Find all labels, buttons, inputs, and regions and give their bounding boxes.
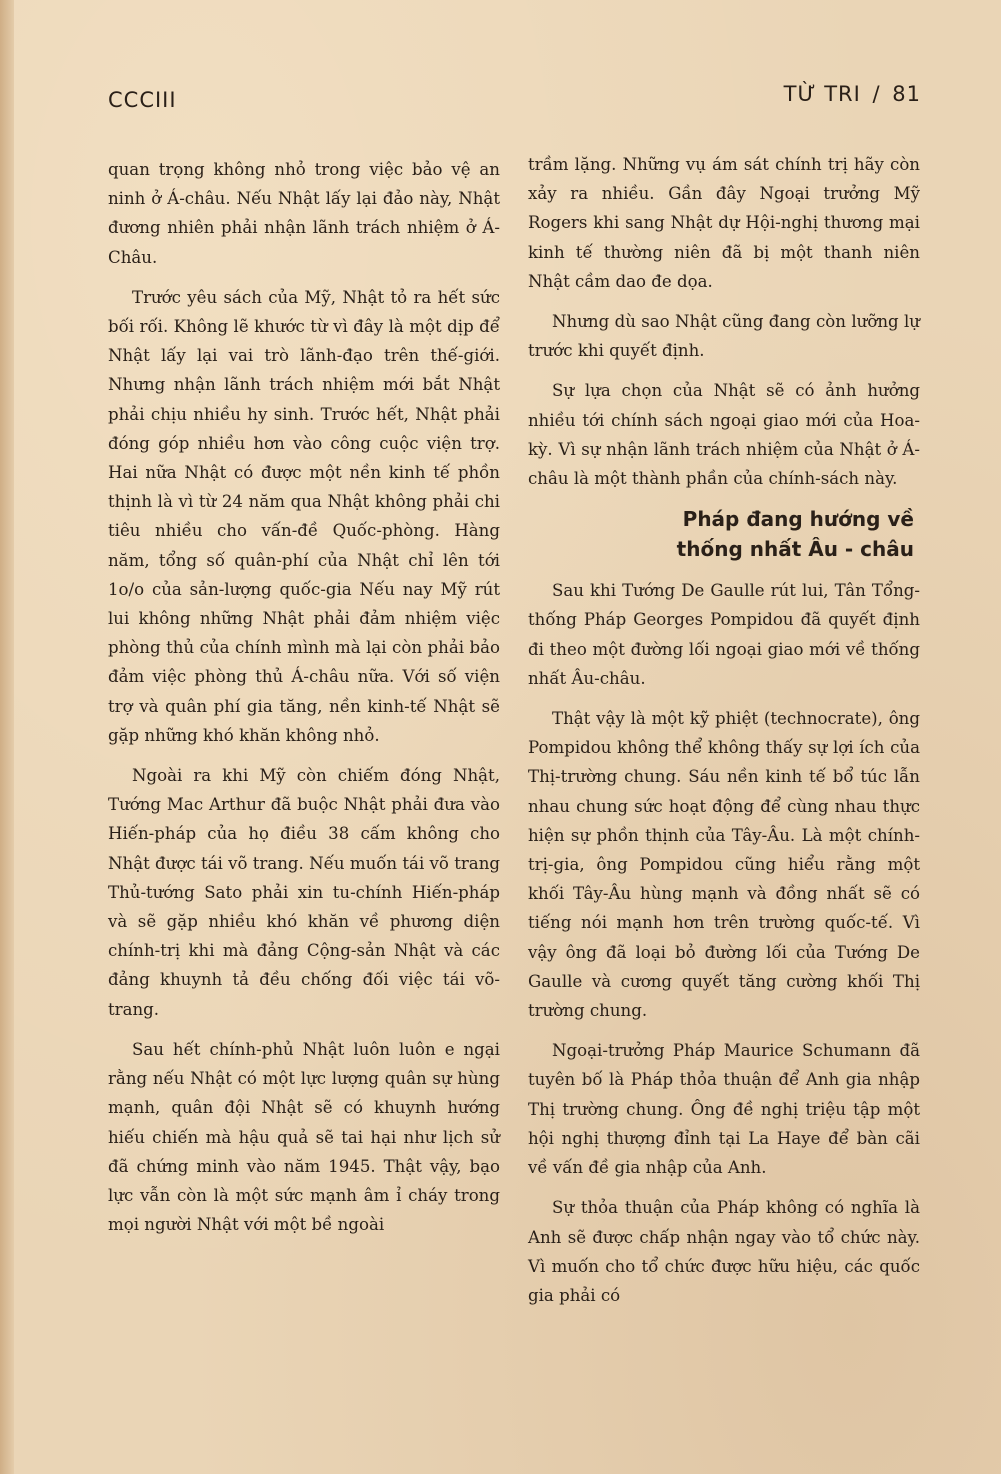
section-heading-line: Pháp đang hướng về <box>682 507 914 532</box>
paragraph: Ngoài ra khi Mỹ còn chiếm đóng Nhật, Tướng Mac Arthur đã buộc Nhật phải đưa vào Hiến-pháp của họ điều 38 cấm không cho Nhật được tái võ trang. Nếu muốn tái võ trang Thủ-tướng Sato phải xin tu-chính Hiến-pháp và sẽ gặp nhiều khó khăn về phương diện chính-trị khi mà đảng Cộng-sản Nhật và các đảng khuynh tả đều chống đối việc tái võ-trang. <box>108 766 500 1019</box>
paragraph: Ngoại-trưởng Pháp Maurice Schumann đã tuyên bố là Pháp thỏa thuận để Anh gia nhập Thị trường chung. Ông đề nghị triệu tập một hội nghị thượng đỉnh tại La Haye để bàn cãi về vấn đề gia nhập của Anh. <box>528 1041 920 1178</box>
right-column <box>528 150 920 1321</box>
running-title-text: TỪ TRI <box>783 82 861 106</box>
paragraph: Sau khi Tướng De Gaulle rút lui, Tân Tổng-thống Pháp Georges Pompidou đã quyết định đi theo một đường lối ngoại giao mới về thống nhất Âu-châu. <box>528 581 920 688</box>
header-separator: / <box>872 82 881 106</box>
paragraph: Sau hết chính-phủ Nhật luôn luôn e ngại rằng nếu Nhật có một lực lượng quân sự hùng mạnh, quân đội Nhật sẽ có khuynh hướng hiếu chiến mà hậu quả sẽ tai hại như lịch sử đã chứng minh vào năm 1945. Thật vậy, bạo lực vẫn còn là một sức mạnh âm ỉ cháy trong mọi người Nhật với một bề ngoài <box>108 1039 500 1235</box>
section-heading <box>528 504 920 564</box>
paragraph: trầm lặng. Những vụ ám sát chính trị hãy còn xảy ra nhiều. Gần đây Ngoại trưởng Mỹ Rogers khi sang Nhật dự Hội-nghị thương mại kinh tế thường niên đã bị một thanh niên Nhật cầm dao đe dọa. <box>528 155 920 291</box>
section-heading-line: thống nhất Âu - châu <box>676 537 914 562</box>
issue-number: CCCIII <box>108 88 177 112</box>
page-number: 81 <box>892 82 921 106</box>
paragraph: quan trọng không nhỏ trong việc bảo vệ an ninh ở Á-châu. Nếu Nhật lấy lại đảo này, Nhật đương nhiên phải nhận lãnh trách nhiệm ở Á-Châu. <box>108 160 500 267</box>
paragraph: Sự lựa chọn của Nhật sẽ có ảnh hưởng nhiều tới chính sách ngoại giao mới của Hoa-kỳ. Vì sự nhận lãnh trách nhiệm của Nhật ở Á-châu là một thành phần của chính-sách này. <box>528 381 920 489</box>
paragraph: Trước yêu sách của Mỹ, Nhật tỏ ra hết sức bối rối. Không lẽ khước từ vì đây là một dịp để Nhật lấy lại vai trò lãnh-đạo trên thế-giới. Nhưng nhận lãnh trách nhiệm mới bắt Nhật phải chịu nhiều hy sinh. Trước hết, Nhật phải đóng góp nhiều hơn vào công cuộc viện trợ. Hai nữa Nhật có được một nền kinh tế phồn thịnh là vì từ 24 năm qua Nhật không phải chi tiêu nhiều cho vấn-đề Quốc-phòng. Hàng năm, tổng số quân-phí của Nhật chỉ lên tới 1o/o của sản-lượng quốc-gia Nếu nay Mỹ rút lui không những Nhật phải đảm nhiệm việc phòng thủ của chính mình mà lại còn phải bảo đảm việc phòng thủ Á-châu nữa. Với số viện trợ và quân phí gia tăng, nền kinh-tế Nhật sẽ gặp những khó khăn không nhỏ. <box>108 287 500 745</box>
paragraph: Nhưng dù sao Nhật cũng đang còn lưỡng lự trước khi quyết định. <box>528 312 920 361</box>
running-title <box>780 82 921 106</box>
paragraph: Sự thỏa thuận của Pháp không có nghĩa là Anh sẽ được chấp nhận ngay vào tổ chức này. Vì muốn cho tổ chức được hữu hiệu, các quốc gia phải có <box>528 1198 920 1305</box>
page-header <box>108 82 921 122</box>
left-column <box>108 155 500 1250</box>
paragraph: Thật vậy là một kỹ phiệt (technocrate), ông Pompidou không thể không thấy sự lợi ích của Thị-trường chung. Sáu nền kinh tế bổ túc lẫn nhau chung sức hoạt động để cùng nhau thực hiện sự phồn thịnh của Tây-Âu. Là một chính-trị-gia, ông Pompidou cũng hiểu rằng một khối Tây-Âu hùng mạnh và đồng nhất sẽ có tiếng nói mạnh hơn trên trường quốc-tế. Vì vậy ông đã loại bỏ đường lối của Tướng De Gaulle và cương quyết tăng cường khối Thị trường chung. <box>528 709 920 1021</box>
page-edge <box>0 0 14 1474</box>
